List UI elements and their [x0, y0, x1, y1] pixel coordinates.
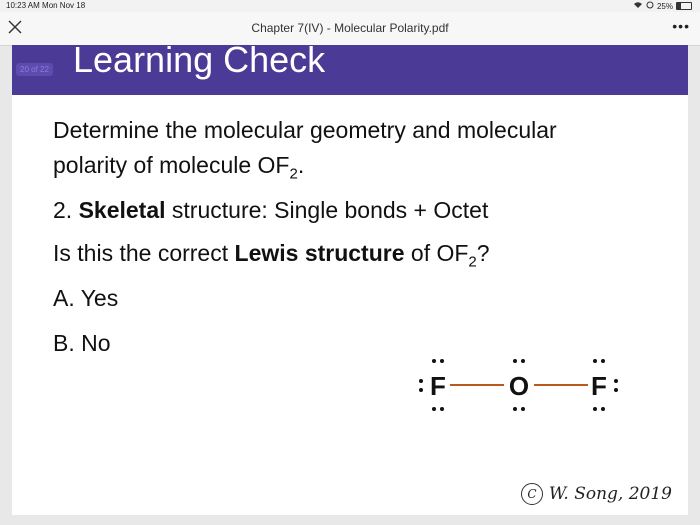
status-right — [633, 1, 692, 11]
battery-percent: 25% — [656, 1, 673, 11]
slide-header — [12, 45, 688, 95]
step-rest: structure: Single bonds + Octet — [171, 197, 489, 223]
step-number: 2. — [53, 197, 73, 223]
status-time: 10:23 AM Mon Nov 18 — [6, 1, 86, 10]
question-text-1: Determine the molecular geometry and molecular — [53, 117, 557, 143]
copyright-icon: C — [521, 483, 543, 505]
prompt-line — [53, 236, 490, 280]
question-period: . — [297, 152, 305, 178]
step-line — [53, 193, 488, 227]
prompt-bold: Lewis structure — [234, 240, 405, 266]
question-line-2 — [53, 148, 304, 192]
viewer-toolbar — [0, 12, 700, 46]
page-indicator: 20 of 22 — [16, 63, 53, 76]
atom-f-right: F — [591, 371, 607, 401]
question-line-1 — [53, 113, 557, 147]
prompt-subscript: 2 — [468, 253, 477, 271]
document-title: Chapter 7(IV) - Molecular Polarity.pdf — [251, 21, 449, 35]
option-a: A. Yes — [53, 285, 119, 311]
location-icon — [646, 1, 654, 11]
pdf-page — [12, 45, 688, 515]
atom-o: O — [508, 371, 530, 401]
lewis-structure-diagram — [412, 351, 642, 421]
signature-text: W. Song, 2019 — [548, 484, 672, 504]
prompt-text-b: of OF — [410, 240, 469, 266]
prompt-question-mark: ? — [476, 240, 490, 266]
subscript-2: 2 — [289, 165, 298, 183]
slide-title: Learning Check — [73, 45, 326, 80]
battery-icon — [676, 2, 692, 10]
prompt-text-a: Is this the correct — [53, 240, 229, 266]
status-bar — [0, 0, 700, 12]
wifi-icon — [633, 1, 643, 11]
atom-f-left: F — [430, 371, 446, 401]
more-options-icon[interactable]: ••• — [672, 18, 690, 34]
step-bold: Skeletal — [78, 197, 166, 223]
author-signature — [521, 483, 672, 505]
question-text-2: polarity of molecule OF — [53, 152, 290, 178]
option-b: B. No — [53, 330, 111, 356]
